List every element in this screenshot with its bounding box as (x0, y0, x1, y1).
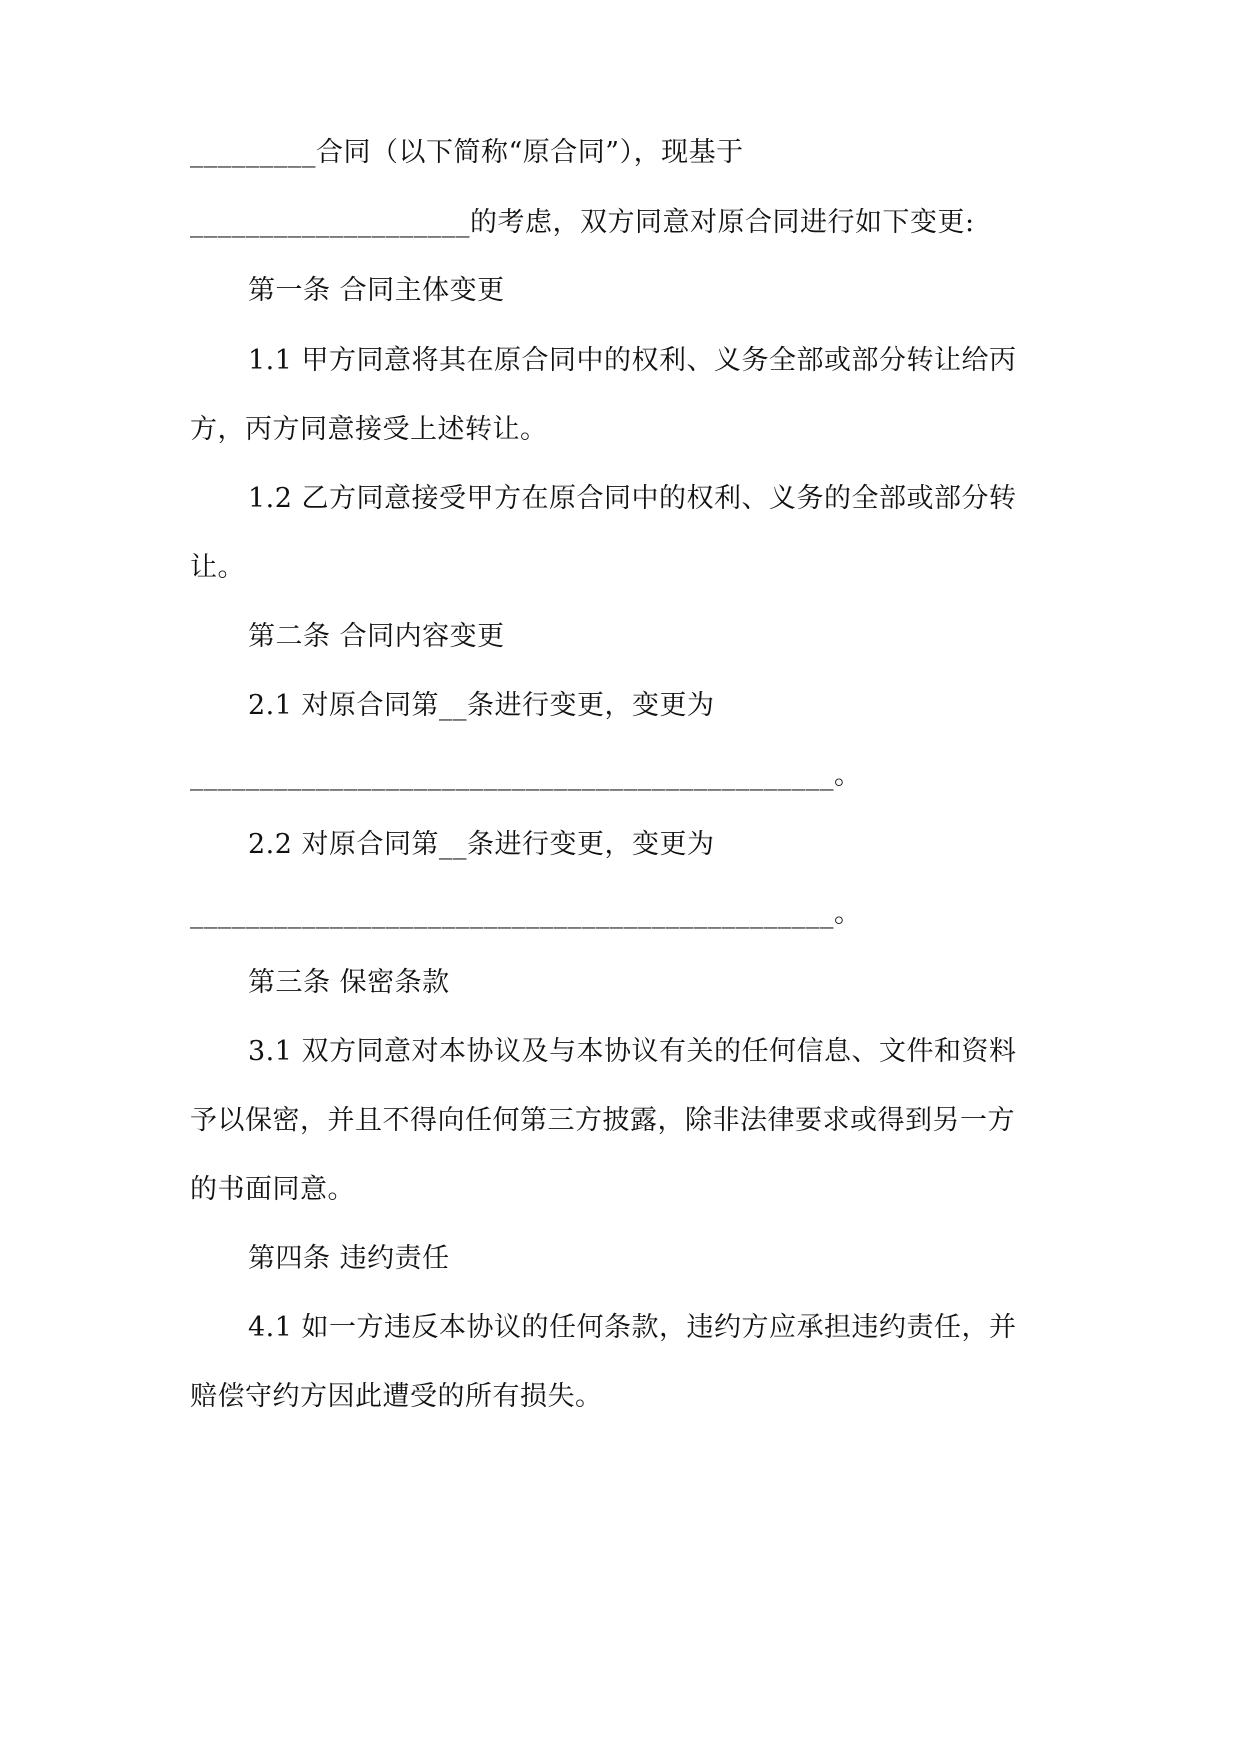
clause-1-2-line-1: 1.2 乙方同意接受甲方在原合同中的权利、义务的全部或部分转 (248, 483, 1017, 514)
clause-2-2-line-1: 2.2 对原合同第__条进行变更，变更为 (248, 829, 715, 860)
clause-3-1-line-3: 的书面同意。 (190, 1174, 355, 1205)
intro-line-2: ____________________的考虑，双方同意对原合同进行如下变更: (190, 207, 975, 238)
article-3-heading: 第三条 保密条款 (248, 967, 450, 998)
clause-1-1-line-1: 1.1 甲方同意将其在原合同中的权利、义务全部或部分转让给丙 (248, 345, 1017, 376)
clause-2-2-line-2: ______________________________________________。 (190, 898, 862, 929)
clause-3-1-line-1: 3.1 双方同意对本协议及与本协议有关的任何信息、文件和资料 (248, 1036, 1017, 1067)
article-2-heading: 第二条 合同内容变更 (248, 621, 505, 652)
article-1-heading: 第一条 合同主体变更 (248, 275, 505, 306)
clause-2-1-line-2: ______________________________________________。 (190, 760, 862, 791)
clause-4-1-line-2: 赔偿守约方因此遭受的所有损失。 (190, 1381, 603, 1412)
article-4-heading: 第四条 违约责任 (248, 1243, 450, 1274)
clause-4-1-line-1: 4.1 如一方违反本协议的任何条款，违约方应承担违约责任，并 (248, 1312, 1017, 1343)
clause-1-2-line-2: 让。 (190, 552, 245, 583)
clause-3-1-line-2: 予以保密，并且不得向任何第三方披露，除非法律要求或得到另一方 (190, 1105, 1015, 1136)
intro-line-1: _________合同（以下简称“原合同”），现基于 (190, 137, 744, 168)
clause-2-1-line-1: 2.1 对原合同第__条进行变更，变更为 (248, 690, 715, 721)
clause-1-1-line-2: 方，丙方同意接受上述转让。 (190, 414, 548, 445)
